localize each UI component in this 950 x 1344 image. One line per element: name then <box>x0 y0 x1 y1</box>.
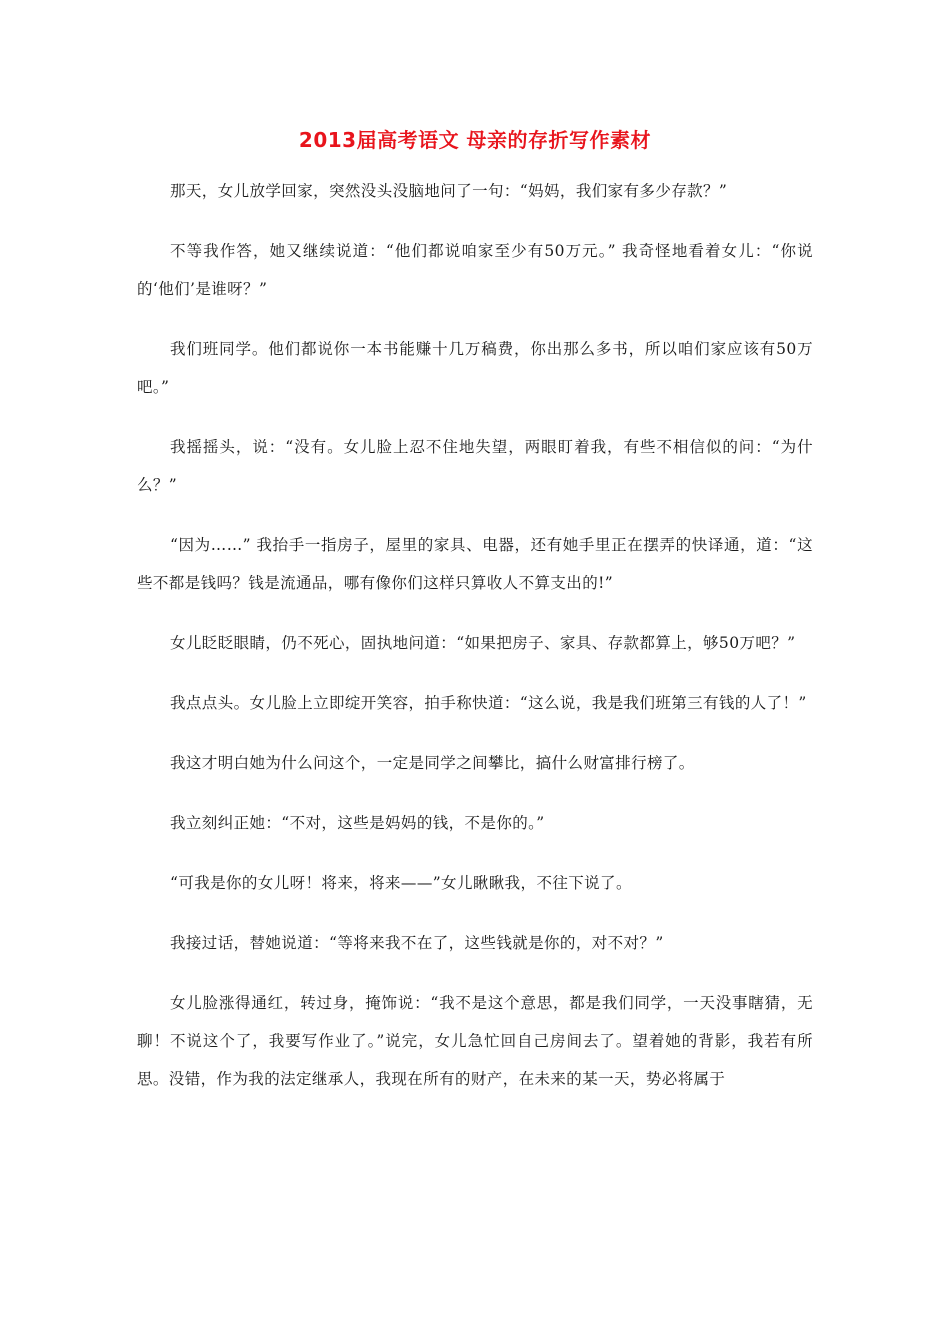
document-body <box>137 172 813 1120</box>
paragraph-10: “可我是你的女儿呀！将来，将来——”女儿瞅瞅我，不往下说了。 <box>170 874 632 892</box>
paragraph-6: 女儿眨眨眼睛，仍不死心，固执地问道：“如果把房子、家具、存款都算上，够50万吧？” <box>170 634 796 652</box>
paragraph-2: 不等我作答，她又继续说道：“他们都说咱家至少有50万元。” 我奇怪地看着女儿：“你说的‘他们’是谁呀？” <box>137 242 813 298</box>
paragraph-3: 我们班同学。他们都说你一本书能赚十几万稿费，你出那么多书，所以咱们家应该有50万吧。” <box>137 340 813 396</box>
paragraph-5: “因为……” 我抬手一指房子，屋里的家具、电器，还有她手里正在摆弄的快译通，道：“这些不都是钱吗？钱是流通品，哪有像你们这样只算收人不算支出的!” <box>137 536 813 592</box>
paragraph-9: 我立刻纠正她：“不对，这些是妈妈的钱，不是你的。” <box>170 814 545 832</box>
paragraph-8: 我这才明白她为什么问这个，一定是同学之间攀比，搞什么财富排行榜了。 <box>170 754 695 772</box>
paragraph-11: 我接过话，替她说道：“等将来我不在了，这些钱就是你的，对不对？” <box>170 934 664 952</box>
paragraph-7: 我点点头。女儿脸上立即绽开笑容，拍手称快道：“这么说，我是我们班第三有钱的人了！” <box>170 694 807 712</box>
document-title: 2013届高考语文 母亲的存折写作素材 <box>298 128 652 152</box>
paragraph-12: 女儿脸涨得通红，转过身，掩饰说：“我不是这个意思，都是我们同学，一天没事瞎猜，无聊！不说这个了，我要写作业了。”说完，女儿急忙回自己房间去了。望着她的背影，我若有所思。没错，作为我的法定继承人，我现在所有的财产，在未来的某一天，势必将属于 <box>137 994 813 1088</box>
paragraph-4: 我摇摇头，说：“没有。女儿脸上忍不住地失望，两眼盯着我，有些不相信似的问：“为什么？” <box>137 438 813 494</box>
paragraph-1: 那天，女儿放学回家，突然没头没脑地问了一句：“妈妈，我们家有多少存款？” <box>170 182 728 200</box>
